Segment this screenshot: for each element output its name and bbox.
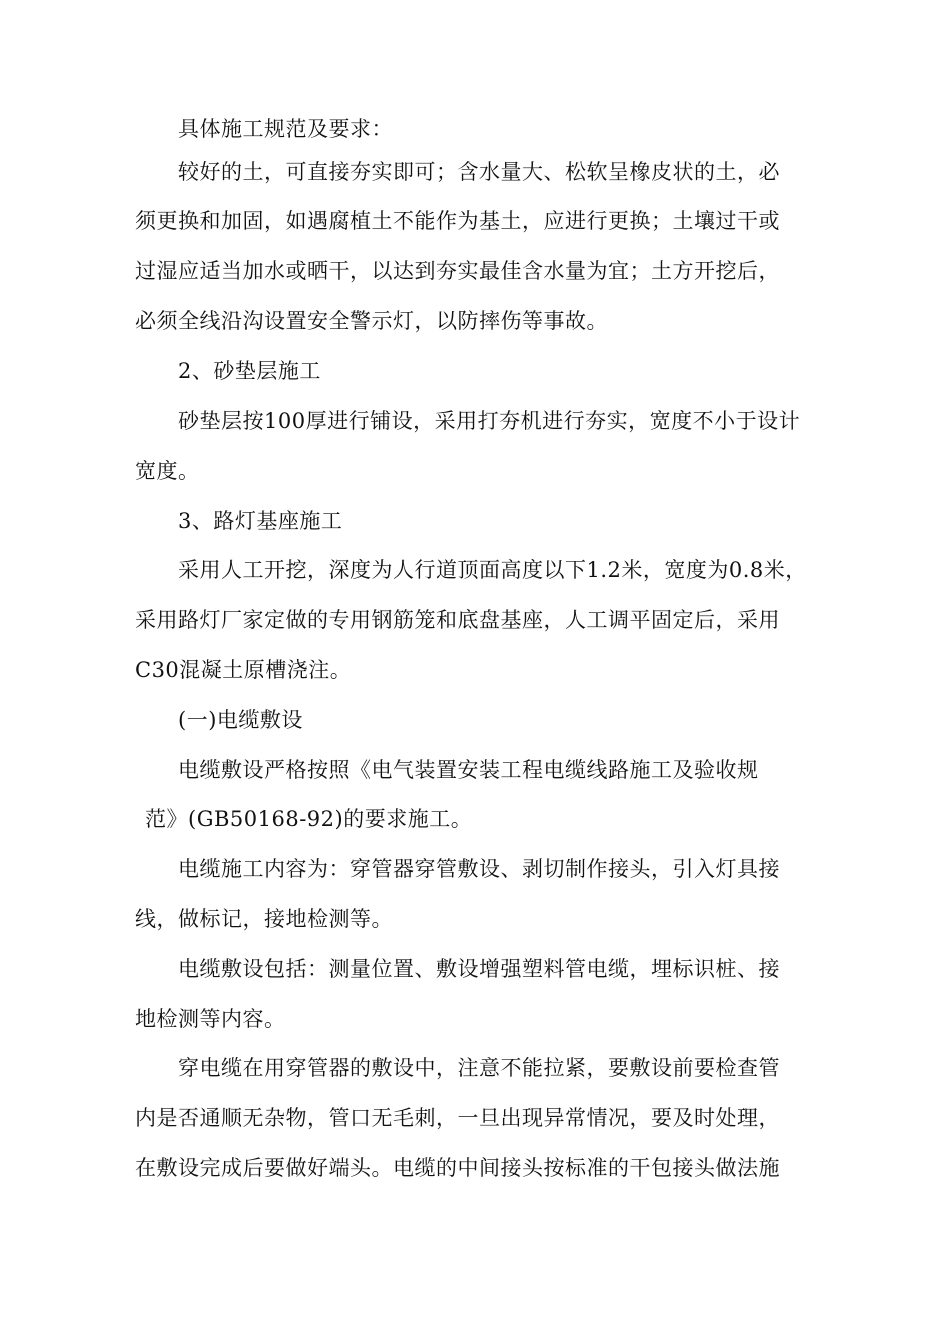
text-line: 过湿应适当加水或晒干，以达到夯实最佳含水量为宜；土方开挖后，	[135, 259, 780, 283]
text-line: 在敷设完成后要做好端头。电缆的中间接头按标准的干包接头做法施	[135, 1156, 780, 1180]
section-heading: 3、路灯基座施工	[178, 509, 343, 533]
text-line: 具体施工规范及要求：	[178, 117, 393, 141]
text-line: 线，做标记，接地检测等。	[135, 907, 393, 931]
text-line: 砂垫层按100厚进行铺设，采用打夯机进行夯实，宽度不小于设计	[178, 409, 801, 433]
text-line: 电缆敷设包括：测量位置、敷设增强塑料管电缆，埋标识桩、接	[178, 957, 780, 981]
text-line: 地检测等内容。	[135, 1007, 286, 1031]
text-line: 采用人工开挖，深度为人行道顶面高度以下1.2米，宽度为0.8米，	[178, 558, 807, 582]
text-line: 穿电缆在用穿管器的敷设中，注意不能拉紧，要敷设前要检查管	[178, 1056, 780, 1080]
text-line: 较好的土，可直接夯实即可；含水量大、松软呈橡皮状的土，必	[178, 160, 780, 184]
text-line: 宽度。	[135, 459, 200, 483]
text-line: 须更换和加固，如遇腐植土不能作为基土，应进行更换；土壤过干或	[135, 209, 780, 233]
text-line: 电缆敷设严格按照《电气装置安装工程电缆线路施工及验收规	[178, 758, 759, 782]
text-line: 必须全线沿沟设置安全警示灯，以防摔伤等事故。	[135, 309, 608, 333]
section-heading: (一)电缆敷设	[178, 708, 303, 732]
section-heading: 2、砂垫层施工	[178, 359, 321, 383]
text-line: 范》(GB50168-92)的要求施工。	[145, 807, 473, 831]
text-line: C30混凝土原槽浇注。	[135, 658, 352, 682]
text-line: 电缆施工内容为：穿管器穿管敷设、剥切制作接头，引入灯具接	[178, 857, 780, 881]
text-line: 采用路灯厂家定做的专用钢筋笼和底盘基座，人工调平固定后，采用	[135, 608, 780, 632]
text-line: 内是否通顺无杂物，管口无毛刺，一旦出现异常情况，要及时处理，	[135, 1106, 780, 1130]
